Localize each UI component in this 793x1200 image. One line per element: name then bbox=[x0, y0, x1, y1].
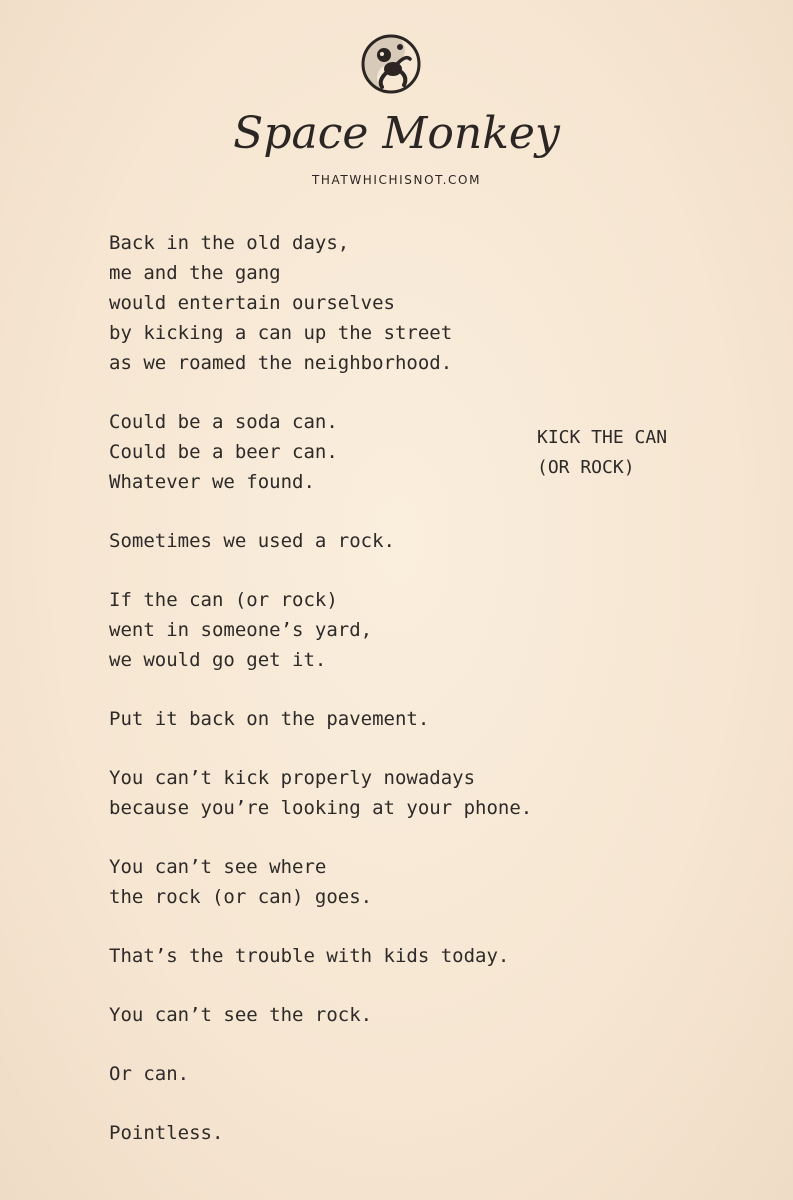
poem-line: Whatever we found. bbox=[109, 471, 315, 493]
poem-line: by kicking a can up the street bbox=[109, 322, 453, 344]
poem-title-line: KICK THE CAN bbox=[537, 427, 668, 448]
poem-line: You can’t see where bbox=[109, 856, 327, 878]
poem-stanza bbox=[109, 852, 629, 912]
poem-stanza bbox=[109, 1059, 629, 1089]
poem-stanza bbox=[109, 407, 629, 497]
poem-line: we would go get it. bbox=[109, 649, 327, 671]
poem-line: Could be a soda can. bbox=[109, 411, 338, 433]
poem-line: Or can. bbox=[109, 1063, 190, 1085]
poem-line: Put it back on the pavement. bbox=[109, 708, 430, 730]
site-url: THATWHICHISNOT.COM bbox=[311, 173, 482, 187]
monkey-yin-yang-icon bbox=[360, 33, 422, 95]
site-logo-text: Space Monkey bbox=[233, 108, 560, 159]
poem-title-line: (OR ROCK) bbox=[537, 457, 635, 478]
poem-line: Back in the old days, bbox=[109, 232, 350, 254]
poem-stanza bbox=[109, 1118, 629, 1148]
poem-stanza bbox=[109, 763, 629, 823]
poem-line: as we roamed the neighborhood. bbox=[109, 352, 453, 374]
poem-stanza bbox=[109, 704, 629, 734]
poem-stanza bbox=[109, 941, 629, 971]
poem-stanza bbox=[109, 526, 629, 556]
poem-body bbox=[109, 228, 629, 1177]
poem-line: Pointless. bbox=[109, 1122, 224, 1144]
poem-line: If the can (or rock) bbox=[109, 589, 338, 611]
poem-stanza bbox=[109, 228, 629, 378]
poem-line: me and the gang bbox=[109, 262, 281, 284]
poem-line: That’s the trouble with kids today. bbox=[109, 945, 510, 967]
poem-line: You can’t kick properly nowadays bbox=[109, 767, 476, 789]
poem-line: went in someone’s yard, bbox=[109, 619, 373, 641]
poem-line: would entertain ourselves bbox=[109, 292, 395, 314]
poem-line: because you’re looking at your phone. bbox=[109, 797, 533, 819]
poem-line: Could be a beer can. bbox=[109, 441, 338, 463]
poem-line: the rock (or can) goes. bbox=[109, 886, 373, 908]
poem-line: You can’t see the rock. bbox=[109, 1004, 373, 1026]
poem-line: Sometimes we used a rock. bbox=[109, 530, 395, 552]
poem-stanza bbox=[109, 1000, 629, 1030]
poem-stanza bbox=[109, 585, 629, 675]
